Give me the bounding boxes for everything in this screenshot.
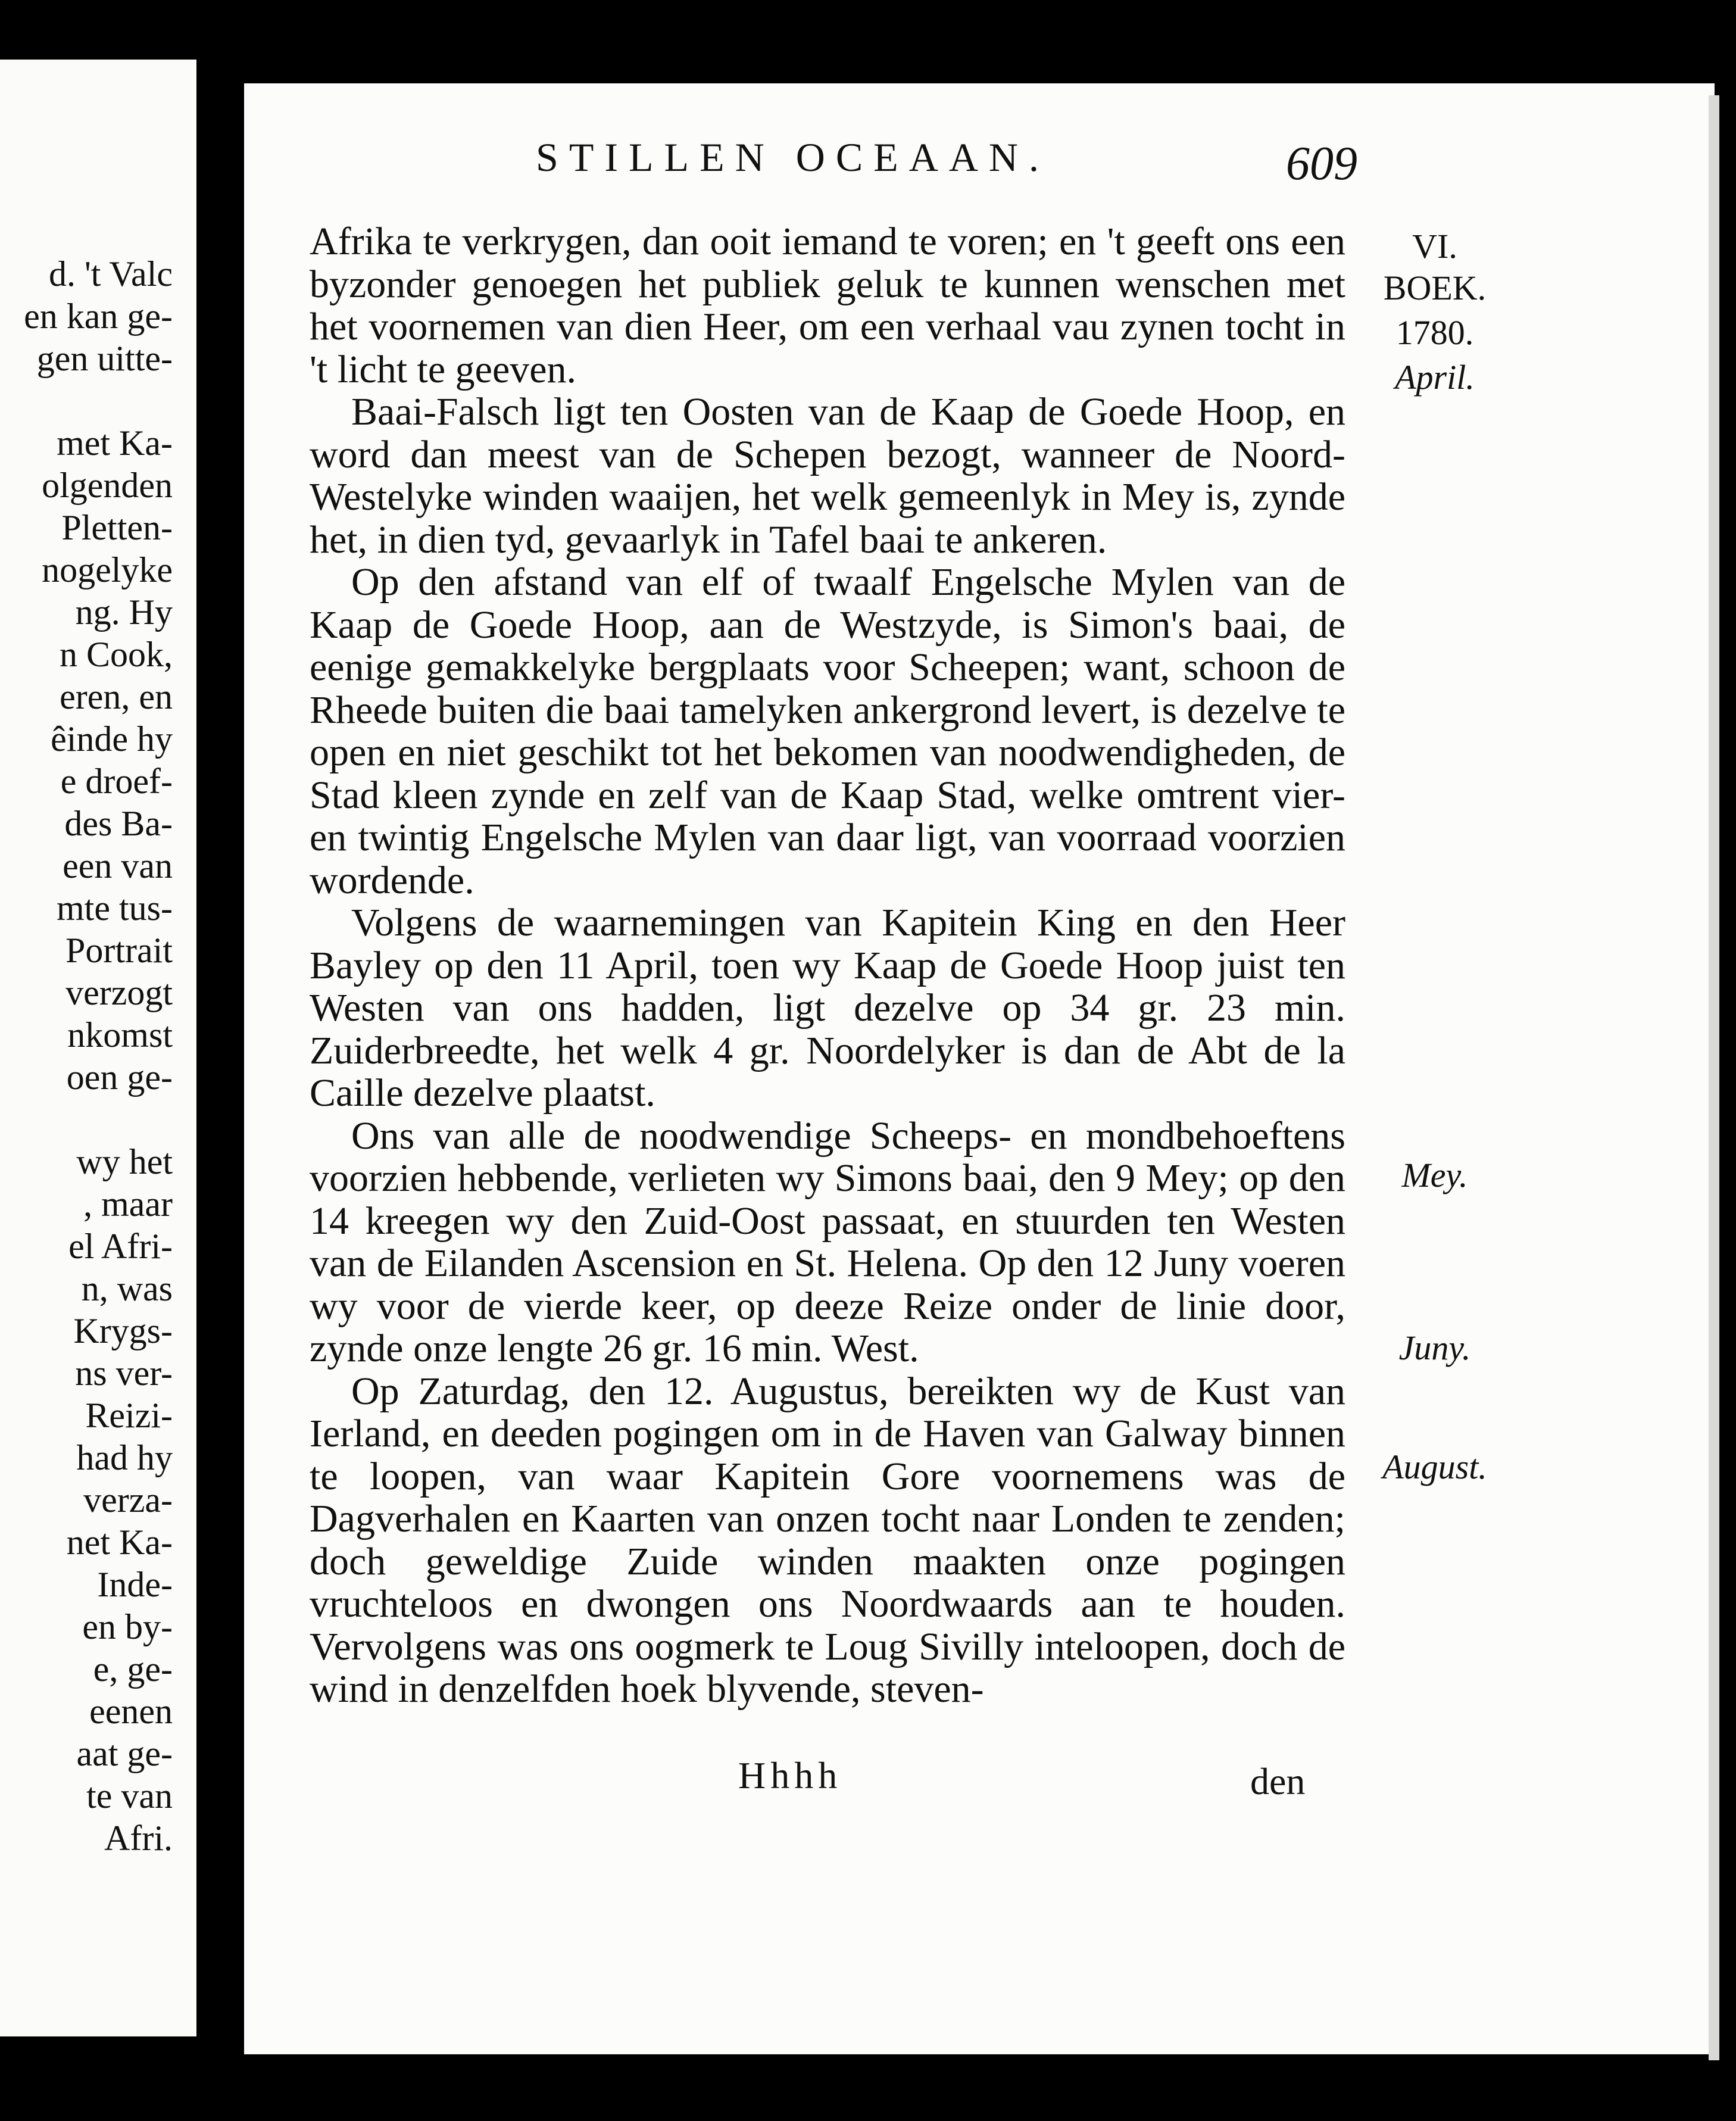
left-page-line: gen uitte- [36,339,173,378]
body-text [310,220,1345,1711]
left-page-line: Afri. [104,1819,173,1858]
page-edge [1709,95,1719,2060]
left-page-line: eenen [89,1692,173,1731]
left-page-line: ng. Hy [75,592,173,632]
left-page-line: d. 't Valc [48,254,173,294]
margin-april: April. [1395,358,1475,397]
left-page-line: en by- [82,1607,173,1646]
left-page-line: des Ba- [64,804,173,843]
paragraph: Volgens de waarnemingen van Kapitein King en den Heer Bayley op den 11 April, toen wy Kaap de Goede Hoop juist ten Westen van ons hadden, ligt dezelve op 34 gr. 23 min. Zuiderbreedte, het welk 4 gr. Noordelyker is dan de Abt de la Caille dezelve plaatst. [310,901,1345,1115]
margin-year: 1780. [1395,313,1474,352]
paragraph: Afrika te verkrygen, dan ooit iemand te voren; en 't geeft ons een byzonder genoegen het publiek geluk te kunnen wenschen met het voornemen van dien Heer, om een verhaal vau zynen tocht in 't licht te geeven. [310,220,1345,391]
left-page-line: nkomst [67,1015,173,1055]
signature-mark: Hhhh [738,1754,842,1796]
left-page-line: eren, en [60,677,173,716]
left-page-line: Inde- [97,1565,173,1604]
left-page-line: e droef- [60,762,173,801]
left-page [0,60,196,2036]
paragraph: Ons van alle de noodwendige Scheeps- en mondbehoeftens voorzien hebbende, verlieten wy Simons baai, den 9 Mey; op den 14 kreegen wy den Zuid-Oost passaat, en stuurden ten Westen van de Eilanden Ascension en St. Helena. Op den 12 Juny voeren wy voor de vierde keer, op deeze Reize onder de linie door, zynde onze lengte 26 gr. 16 min. West. [310,1113,1345,1370]
left-page-line: en kan ge- [24,297,173,336]
margin-juny: Juny. [1398,1328,1471,1367]
left-page-line: Portrait [65,931,173,970]
left-page-line: wy het [76,1142,173,1181]
left-page-line: net Ka- [66,1523,173,1562]
left-page-line: el Afri- [68,1227,173,1266]
paragraph: Op den afstand van elf of twaalf Engelsche Mylen van de Kaap de Goede Hoop, aan de Westzyde, is Simon's baai, de eenige gemakkelyke bergplaats voor Scheepen; want, schoon de Rheede buiten die baai tamelyken ankergrond levert, is dezelve te open en niet geschikt tot het bekomen van noodwendigheden, de Stad kleen zynde en zelf van de Kaap Stad, welke omtrent vier- en twintig Engelsche Mylen van daar ligt, van voorraad voorzien wordende. [310,560,1345,902]
margin-august: August. [1382,1448,1487,1486]
left-page-line: , maar [83,1184,173,1224]
left-page-line: met Ka- [57,423,173,463]
page-number: 609 [1286,138,1357,190]
margin-mey: Mey. [1401,1156,1468,1194]
margin-boek: BOEK. [1383,269,1487,307]
left-page-line: te van [86,1776,173,1816]
running-head: STILLEN OCEAAN. [536,135,1050,180]
left-page-line: ns ver- [75,1353,173,1393]
left-page-line: verza- [83,1480,173,1520]
left-page-line: oen ge- [66,1058,173,1097]
catchword: den [1250,1760,1306,1802]
margin-book-number: VI. [1412,227,1457,266]
paragraph: Baai-Falsch ligt ten Oosten van de Kaap de Goede Hoop, en word dan meest van de Schepen bezogt, wanneer de Noord-Westelyke winden waaijen, het welk gemeenlyk in Mey is, zynde het, in dien tyd, gevaarlyk in Tafel baai te ankeren. [310,390,1345,562]
left-page-line: verzogt [65,973,173,1012]
left-page-line: Krygs- [73,1311,173,1350]
left-page-line: e, ge- [93,1649,173,1689]
left-page-line: had hy [76,1438,173,1477]
left-page-line: Reizi- [85,1396,173,1435]
left-page-line: een van [63,846,173,885]
left-page-line: n Cook, [59,635,173,674]
left-page-line: aat ge- [76,1734,173,1773]
left-page-line: olgenden [42,466,173,505]
left-page-line: Pletten- [61,508,173,547]
left-page-line: n, was [81,1269,173,1308]
paragraph: Op Zaturdag, den 12. Augustus, bereikten wy de Kust van Ierland, en deeden pogingen om in de Haven van Galway binnen te loopen, van waar Kapitein Gore voornemens was de Dagverhalen en Kaarten van onzen tocht naar Londen te zenden; doch geweldige Zuide winden maakten onze pogingen vruchteloos en dwongen ons Noordwaards aan te houden. Vervolgens was ons oogmerk te Loug Sivilly inteloopen, doch de wind in denzelfden hoek blyvende, steven- [310,1369,1345,1711]
left-page-line: nogelyke [42,550,173,589]
left-page-line: mte tus- [57,888,173,928]
left-page-line: êinde hy [51,719,173,759]
